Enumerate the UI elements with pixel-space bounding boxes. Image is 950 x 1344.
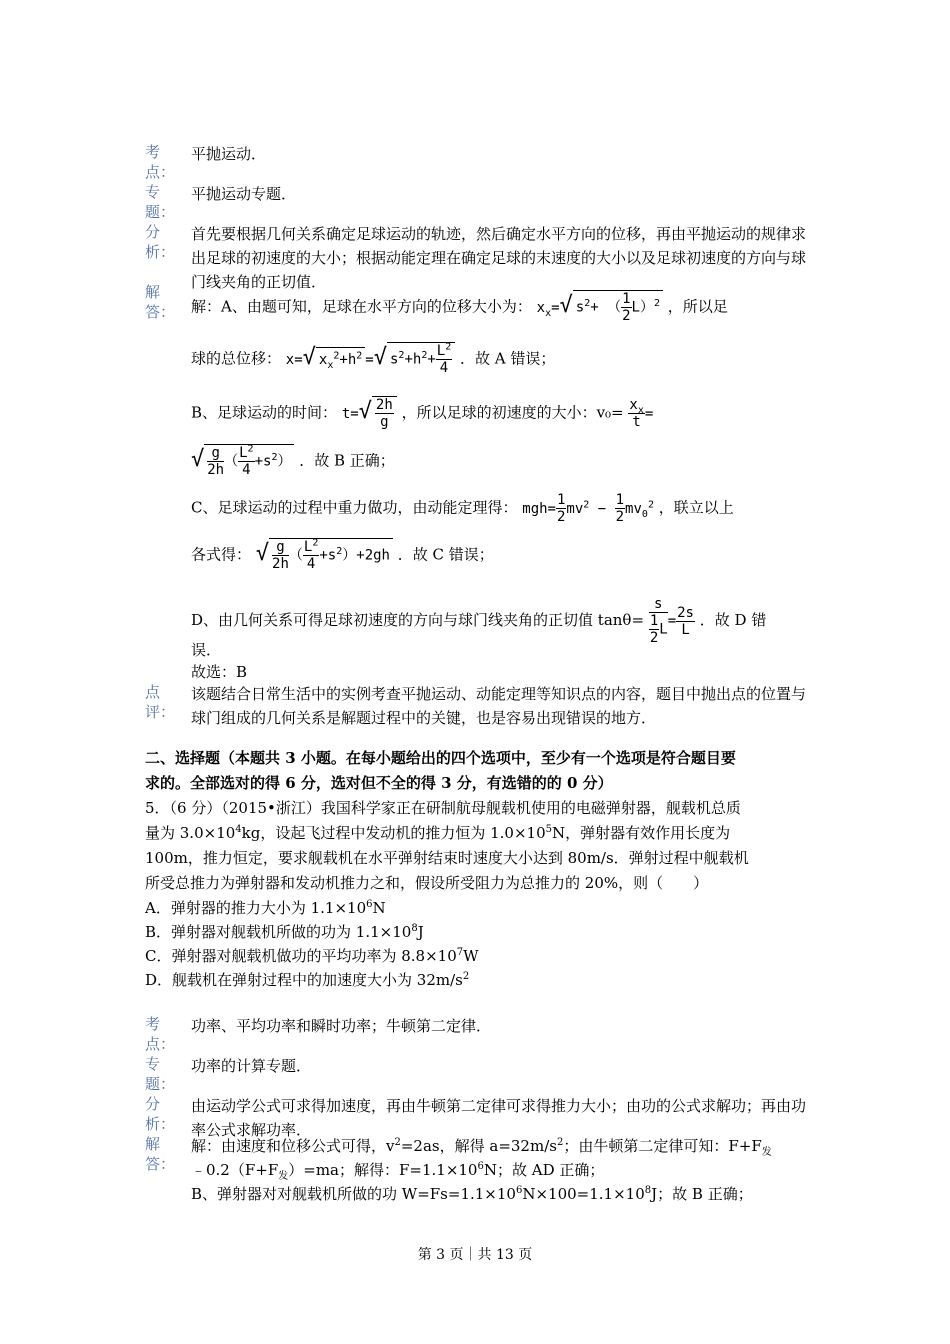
s2-j3c: J；故 B 正确； bbox=[651, 1185, 753, 1203]
q5-optB-unit: J bbox=[417, 923, 424, 941]
zhuanti-text: 平抛运动专题． bbox=[191, 185, 297, 203]
answer-b1-text: B、足球运动的时间： bbox=[191, 403, 338, 422]
s2-j1a: 解：由速度和位移公式可得，v bbox=[191, 1137, 395, 1155]
q5-option-a bbox=[145, 896, 810, 921]
dianping-text: 该题结合日常生活中的实例考查平抛运动、动能定理等知识点的内容，题目中抛出点的位置与球门组成的几何关系是解题过程中的关键，也是容易出现错误的地方． bbox=[191, 685, 807, 727]
s2-j1b: =2as，解得 a=32m/s bbox=[400, 1137, 557, 1155]
answer-c2-text: 各式得： bbox=[191, 545, 252, 564]
answer-line-b2 bbox=[191, 444, 811, 478]
q5-optD-exp: 2 bbox=[462, 971, 470, 982]
answer-choice: 故选：B bbox=[191, 663, 248, 681]
formula-v0-frac: $\frac{x_x}{t}$ = bbox=[629, 397, 654, 430]
s2-j1-exp: 2 bbox=[394, 1137, 401, 1148]
answer-b1-mid: ，所以足球的初速度的大小：v₀= bbox=[401, 403, 624, 422]
fenxi-label: 分析： bbox=[145, 223, 176, 261]
q5-option-b bbox=[145, 920, 810, 945]
answer-a1-post: ，所以足 bbox=[667, 297, 728, 316]
formula-v0: √ $\frac{g}{2h}$ （ $\frac{L^2}{4}$ $+s^2$） bbox=[191, 454, 294, 470]
s2-j3a: B、弹射器对对舰载机所做的功 W=Fs=1.1×10 bbox=[191, 1185, 516, 1203]
formula-v: √ $\frac{g}{2h}$ （ $\frac{L^2}{4}$ $+s^2)+2gh$ bbox=[256, 548, 393, 564]
answer-d1-post: ．故 D 错 bbox=[699, 611, 767, 629]
s2-jieda-line3 bbox=[191, 1182, 807, 1206]
q5-optD-text: D．舰载机在弹射过程中的加速度大小为 32m/s bbox=[145, 971, 463, 989]
q5-line3: 100m，推力恒定，要求舰载机在水平弹射结束时速度大小达到 80m/s．弹射过程中舰载机 bbox=[145, 849, 749, 867]
q5-line4: 所受总推力为弹射器和发动机推力之和，假设所受阻力为总推力的 20%，则（ ） bbox=[145, 874, 709, 892]
s2-j1-sub: 发 bbox=[761, 1147, 772, 1158]
kaodian-label: 考点： bbox=[145, 143, 176, 181]
s2-fenxi-text: 由运动学公式可求得加速度，再由牛顿第二定律可求得推力大小；由功的公式求解功；再由功率公式求解功率． bbox=[191, 1097, 807, 1139]
answer-line-b1 bbox=[191, 396, 811, 430]
s2-jieda-line2 bbox=[191, 1158, 807, 1182]
fenxi-text: 首先要根据几何关系确定足球运动的轨迹，然后确定水平方向的位移，再由平抛运动的规律求出足球的初速度的大小；根据动能定理在确定足球的末速度的大小以及足球初速度的方向与球门线夹角的正切值． bbox=[191, 225, 807, 291]
answer-d1-text: D、由几何关系可得足球初速度的方向与球门线夹角的正切值 tanθ= bbox=[191, 611, 645, 629]
s2-j2b: ）=ma；解得：F=1.1×10 bbox=[288, 1161, 478, 1179]
answer-b2-post: ．故 B 正确； bbox=[299, 451, 395, 470]
q5-optA-unit: N bbox=[372, 899, 386, 917]
section2-line2: 求的。全部选对的得 6 分，选对但不全的得 3 分，有选错的的 0 分） bbox=[145, 774, 613, 792]
s2-jieda-label: 解答： bbox=[145, 1135, 176, 1173]
q5-optA-text: A．弹射器的推力大小为 1.1×10 bbox=[145, 899, 367, 917]
q5-optC-exp: 7 bbox=[456, 947, 464, 958]
q5-optB-exp: 8 bbox=[411, 923, 418, 934]
answer-line-c2 bbox=[191, 538, 811, 572]
s2-kaodian-label: 考点： bbox=[145, 1015, 176, 1053]
s2-jieda-line1 bbox=[191, 1134, 807, 1158]
page-footer: 第 3 页｜共 13 页 bbox=[417, 1247, 533, 1263]
answer-line-a1 bbox=[191, 290, 811, 324]
formula-energy: mgh= $\frac{1}{2}$ $mv^2$ − $\frac{1}{2}$ $mv_0^2$ bbox=[522, 492, 654, 525]
answer-a2-post: ．故 A 错误； bbox=[460, 349, 556, 368]
answer-c1-post: ，联立以上 bbox=[658, 498, 734, 517]
q5-option-d bbox=[145, 968, 810, 993]
answer-line-a2 bbox=[191, 342, 811, 376]
formula-x-total: x=√ $x_x^2+h^2$ =√ $s^2+h^2+$ $\frac{L^2}{4}$ bbox=[286, 352, 455, 368]
q5-l2c: N，弹射器有效作用长度为 bbox=[552, 824, 731, 842]
q5-l2a: 量为 3.0×10 bbox=[145, 824, 236, 842]
formula-t: t=√ $\frac{2h}{g}$ bbox=[342, 406, 397, 422]
jieda-label: 解答： bbox=[145, 283, 176, 321]
s2-j1-exp2: 2 bbox=[556, 1137, 564, 1148]
s2-j3-exp1: 6 bbox=[515, 1185, 523, 1196]
s2-j3b: N×100=1.1×10 bbox=[522, 1185, 645, 1203]
formula-xx: $x_x=√$ $s^2+$ （ $\frac{1}{2}$ L）$^2$ bbox=[537, 300, 663, 316]
section2-line1: 二、选择题（本题共 3 小题。在每小题给出的四个选项中，至少有一个选项是符合题目要 bbox=[145, 749, 736, 767]
answer-line-d2: 误． bbox=[191, 641, 222, 659]
s2-kaodian-text: 功率、平均功率和瞬时功率；牛顿第二定律． bbox=[191, 1017, 492, 1035]
s2-j2-exp: 6 bbox=[477, 1161, 484, 1172]
answer-a2-text: 球的总位移： bbox=[191, 349, 282, 368]
s2-j3-exp2: 8 bbox=[644, 1185, 652, 1196]
answer-a1-text: 解：A、由题可知，足球在水平方向的位移大小为： bbox=[191, 297, 532, 316]
s2-fenxi-label: 分析： bbox=[145, 1095, 176, 1133]
q5-optA-exp: 6 bbox=[366, 899, 373, 910]
q5-optC-unit: W bbox=[463, 947, 479, 965]
zhuanti-label: 专题： bbox=[145, 183, 176, 221]
s2-zhuanti-text: 功率的计算专题． bbox=[191, 1057, 312, 1075]
dianping-label: 点评： bbox=[145, 683, 176, 721]
s2-zhuanti-label: 专题： bbox=[145, 1055, 176, 1093]
answer-line-c1 bbox=[191, 492, 811, 525]
q5-exp5: 5 bbox=[545, 824, 553, 835]
kaodian-text: 平抛运动． bbox=[191, 145, 267, 163]
formula-tan: s $\frac{1}{2}$ L = $\frac{2s}{L}$ bbox=[649, 596, 694, 646]
q5-l2b: kg，设起飞过程中发动机的推力恒为 1.0×10 bbox=[241, 824, 546, 842]
answer-c2-post: ．故 C 错误； bbox=[397, 545, 494, 564]
q5-option-c bbox=[145, 944, 810, 969]
q5-line1: 5．（6 分）（2015•浙江）我国科学家正在研制航母舰载机使用的电磁弹射器，舰载机总质 bbox=[145, 799, 741, 817]
q5-optC-text: C．弹射器对舰载机做功的平均功率为 8.8×10 bbox=[145, 947, 457, 965]
s2-j2-sub: 发 bbox=[278, 1171, 289, 1182]
q5-exp4: 4 bbox=[235, 824, 242, 835]
s2-j2c: N；故 AD 正确； bbox=[483, 1161, 605, 1179]
q5-optB-text: B．弹射器对舰载机所做的功为 1.1×10 bbox=[145, 923, 412, 941]
s2-j1c: ；由牛顿第二定律可知：F+F bbox=[563, 1137, 762, 1155]
s2-j2a: ﹣0.2（F+F bbox=[191, 1161, 279, 1179]
answer-c1-text: C、足球运动的过程中重力做功，由动能定理得： bbox=[191, 498, 518, 517]
q5-line2 bbox=[145, 821, 810, 846]
